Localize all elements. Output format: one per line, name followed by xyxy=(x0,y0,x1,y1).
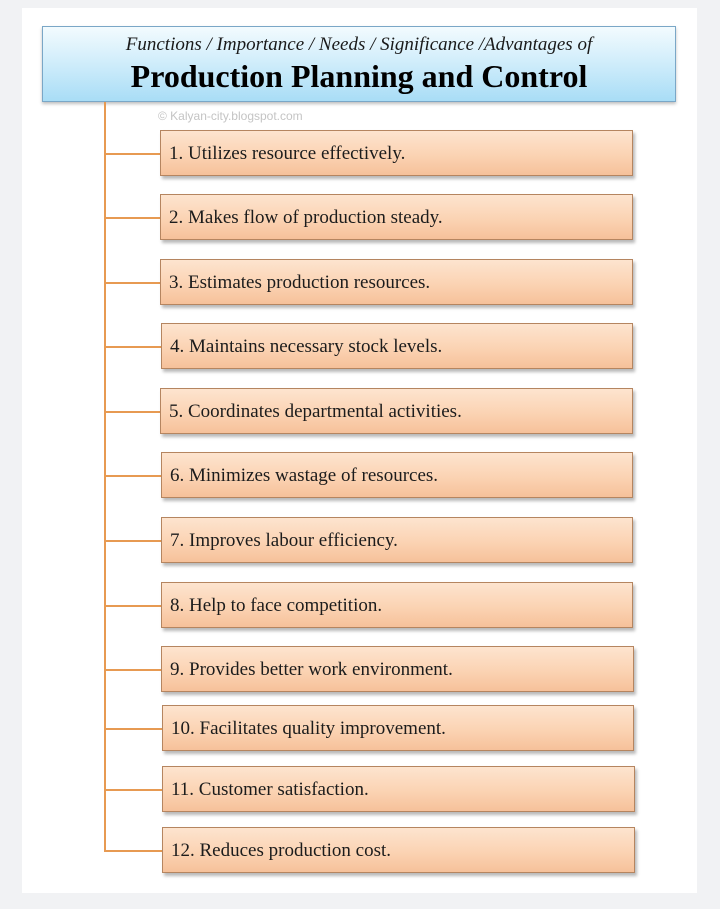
connector-line xyxy=(105,282,160,284)
list-item-label: 8. Help to face competition. xyxy=(170,595,383,616)
list-item xyxy=(161,452,633,498)
list-item xyxy=(162,766,635,812)
list-item xyxy=(161,582,633,628)
connector-line xyxy=(105,540,161,542)
list-item-label: 1. Utilizes resource effectively. xyxy=(169,143,406,164)
list-item-label: 7. Improves labour efficiency. xyxy=(170,530,398,551)
list-item xyxy=(160,130,633,176)
list-item xyxy=(161,646,634,692)
list-item-label: 12. Reduces production cost. xyxy=(171,840,392,861)
watermark: © Kalyan-city.blogspot.com xyxy=(158,109,303,123)
list-item-label: 11. Customer satisfaction. xyxy=(171,779,369,800)
list-item-label: 9. Provides better work environment. xyxy=(170,659,453,680)
tree-spine-line xyxy=(104,102,106,852)
connector-line xyxy=(105,217,160,219)
diagram-subtitle: Functions / Importance / Needs / Significance /Advantages of xyxy=(125,34,593,55)
title-box xyxy=(42,26,676,102)
connector-line xyxy=(105,850,162,852)
connector-line xyxy=(105,728,162,730)
list-item-label: 5. Coordinates departmental activities. xyxy=(169,401,462,422)
connector-line xyxy=(105,789,162,791)
list-item xyxy=(160,259,633,305)
connector-line xyxy=(105,153,160,155)
diagram-title: Production Planning and Control xyxy=(130,58,588,94)
list-item xyxy=(162,827,635,873)
list-item xyxy=(161,323,633,369)
list-item-label: 10. Facilitates quality improvement. xyxy=(171,718,446,739)
list-item-label: 4. Maintains necessary stock levels. xyxy=(170,336,443,357)
connector-line xyxy=(105,669,161,671)
list-item xyxy=(162,705,634,751)
list-item xyxy=(161,517,633,563)
connector-line xyxy=(105,411,160,413)
list-item-label: 3. Estimates production resources. xyxy=(169,272,431,293)
list-item xyxy=(160,388,633,434)
list-item xyxy=(160,194,633,240)
connector-line xyxy=(105,475,161,477)
connector-line xyxy=(105,605,161,607)
connector-line xyxy=(105,346,161,348)
list-item-label: 6. Minimizes wastage of resources. xyxy=(170,465,439,486)
list-item-label: 2. Makes flow of production steady. xyxy=(169,207,443,228)
